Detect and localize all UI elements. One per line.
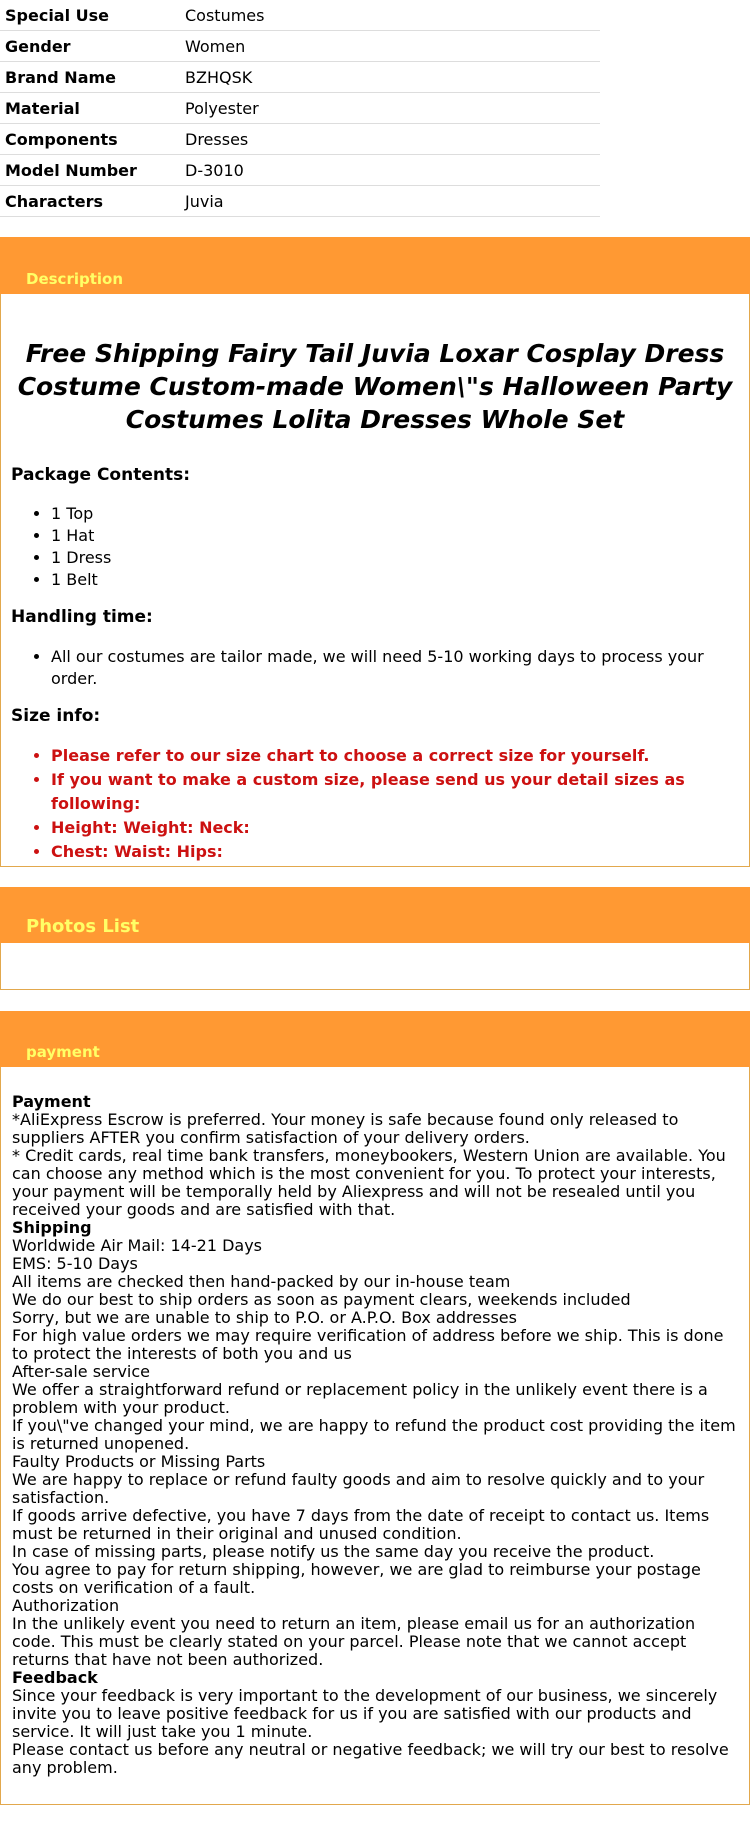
payment-text-line: EMS: 5-10 Days bbox=[12, 1254, 138, 1273]
spec-row bbox=[0, 186, 600, 217]
photos-header-label: Photos List bbox=[26, 916, 140, 937]
payment-text-line: Sorry, but we are unable to ship to P.O. or A.P.O. Box addresses bbox=[12, 1308, 517, 1327]
list-item: • Please refer to our size chart to choose a correct size for yourself. bbox=[51, 744, 739, 768]
spec-row bbox=[0, 124, 600, 155]
payment-text-line: We offer a straightforward refund or replacement policy in the unlikely event there is a problem with your product. bbox=[12, 1380, 708, 1417]
payment-text-line: For high value orders we may require verification of address before we ship. This is done to protect the interests of both you and us bbox=[12, 1326, 724, 1363]
payment-text-line: *AliExpress Escrow is preferred. Your money is safe because found only released to suppliers AFTER you confirm satisfaction of your delivery orders. bbox=[12, 1110, 679, 1147]
payment-text-line: If you\"ve changed your mind, we are happy to refund the product cost providing the item is returned unopened. bbox=[12, 1416, 736, 1453]
payment-text-line: Worldwide Air Mail: 14-21 Days bbox=[12, 1236, 263, 1255]
payment-header-label: payment bbox=[26, 1043, 100, 1061]
spec-key: Material bbox=[0, 93, 180, 124]
list-item: • All our costumes are tailor made, we will need 5-10 working days to process your order. bbox=[51, 646, 739, 690]
payment-text-line: In case of missing parts, please notify us the same day you receive the product. bbox=[12, 1542, 655, 1561]
spec-value: BZHQSK bbox=[180, 62, 600, 93]
spec-value: Dresses bbox=[180, 124, 600, 155]
spec-row bbox=[0, 62, 600, 93]
spec-key: Special Use bbox=[0, 0, 180, 31]
payment-section-heading: Feedback bbox=[12, 1668, 98, 1687]
package-contents-list bbox=[11, 503, 739, 591]
spec-value: Polyester bbox=[180, 93, 600, 124]
spec-value: Women bbox=[180, 31, 600, 62]
payment-text-line: All items are checked then hand-packed by our in-house team bbox=[12, 1272, 511, 1291]
payment-section-heading: Shipping bbox=[12, 1218, 92, 1237]
photos-body bbox=[0, 943, 750, 990]
payment-section-heading: Payment bbox=[12, 1092, 91, 1111]
handling-time-heading: Handling time: bbox=[11, 607, 153, 627]
photos-header bbox=[0, 887, 750, 943]
list-item: • If you want to make a custom size, please send us your detail sizes as following: bbox=[51, 768, 739, 816]
payment-text-line: Please contact us before any neutral or negative feedback; we will try our best to resolve any problem. bbox=[12, 1740, 729, 1777]
spec-row bbox=[0, 31, 600, 62]
spec-key: Components bbox=[0, 124, 180, 155]
payment-text-line: We do our best to ship orders as soon as payment clears, weekends included bbox=[12, 1290, 631, 1309]
payment-text-line: After-sale service bbox=[12, 1362, 150, 1381]
payment-header bbox=[0, 1011, 750, 1067]
description-header bbox=[0, 237, 750, 294]
description-panel bbox=[0, 237, 750, 867]
payment-text-line: You agree to pay for return shipping, however, we are glad to reimburse your postage costs on verification of a fault. bbox=[12, 1560, 701, 1597]
spec-value: Costumes bbox=[180, 0, 600, 31]
spec-key: Characters bbox=[0, 186, 180, 217]
package-contents-heading: Package Contents: bbox=[11, 465, 191, 485]
payment-text-line: In the unlikely event you need to return an item, please email us for an authorization code. This must be clearly stated on your parcel. Please note that we cannot accept returns that have not been authorized. bbox=[12, 1614, 696, 1669]
spec-value: Juvia bbox=[180, 186, 600, 217]
photos-panel bbox=[0, 887, 750, 990]
handling-time-list bbox=[11, 646, 739, 690]
size-info-heading: Size info: bbox=[11, 706, 101, 726]
list-item: • Chest: Waist: Hips: bbox=[51, 840, 739, 864]
list-item: • 1 Top bbox=[51, 503, 739, 525]
spec-key: Gender bbox=[0, 31, 180, 62]
spec-key: Brand Name bbox=[0, 62, 180, 93]
payment-text-line: * Credit cards, real time bank transfers, moneybookers, Western Union are available. You can choose any method which is the most convenient for you. To protect your interests, your payment will be temporally held by Aliexpress and will not be resealed until you received your goods and are satisfied with that. bbox=[12, 1146, 726, 1219]
size-info-list bbox=[11, 744, 739, 864]
spec-row bbox=[0, 0, 600, 31]
product-title: Free Shipping Fairy Tail Juvia Loxar Cosplay Dress Costume Custom-made Women\"s Halloween Party Costumes Lolita Dresses Whole Set bbox=[17, 339, 733, 434]
list-item: • 1 Hat bbox=[51, 525, 739, 547]
spec-key: Model Number bbox=[0, 155, 180, 186]
payment-text-line: Authorization bbox=[12, 1596, 120, 1615]
payment-text-line: Faulty Products or Missing Parts bbox=[12, 1452, 266, 1471]
spec-value: D-3010 bbox=[180, 155, 600, 186]
payment-text-line: Since your feedback is very important to the development of our business, we sincerely invite you to leave positive feedback for us if you are satisfied with our products and service. It will just take you 1 minute. bbox=[12, 1686, 718, 1741]
description-header-label: Description bbox=[26, 270, 124, 288]
payment-text-line: We are happy to replace or refund faulty goods and aim to resolve quickly and to your satisfaction. bbox=[12, 1470, 705, 1507]
item-specifics-table bbox=[0, 0, 600, 217]
list-item: • 1 Dress bbox=[51, 547, 739, 569]
list-item: • Height: Weight: Neck: bbox=[51, 816, 739, 840]
list-item: • 1 Belt bbox=[51, 569, 739, 591]
spec-row bbox=[0, 93, 600, 124]
description-body bbox=[0, 294, 750, 867]
payment-panel bbox=[0, 1011, 750, 1805]
payment-text-line: If goods arrive defective, you have 7 days from the date of receipt to contact us. Items must be returned in their original and unused condition. bbox=[12, 1506, 710, 1543]
payment-body bbox=[0, 1067, 750, 1805]
spec-row bbox=[0, 155, 600, 186]
